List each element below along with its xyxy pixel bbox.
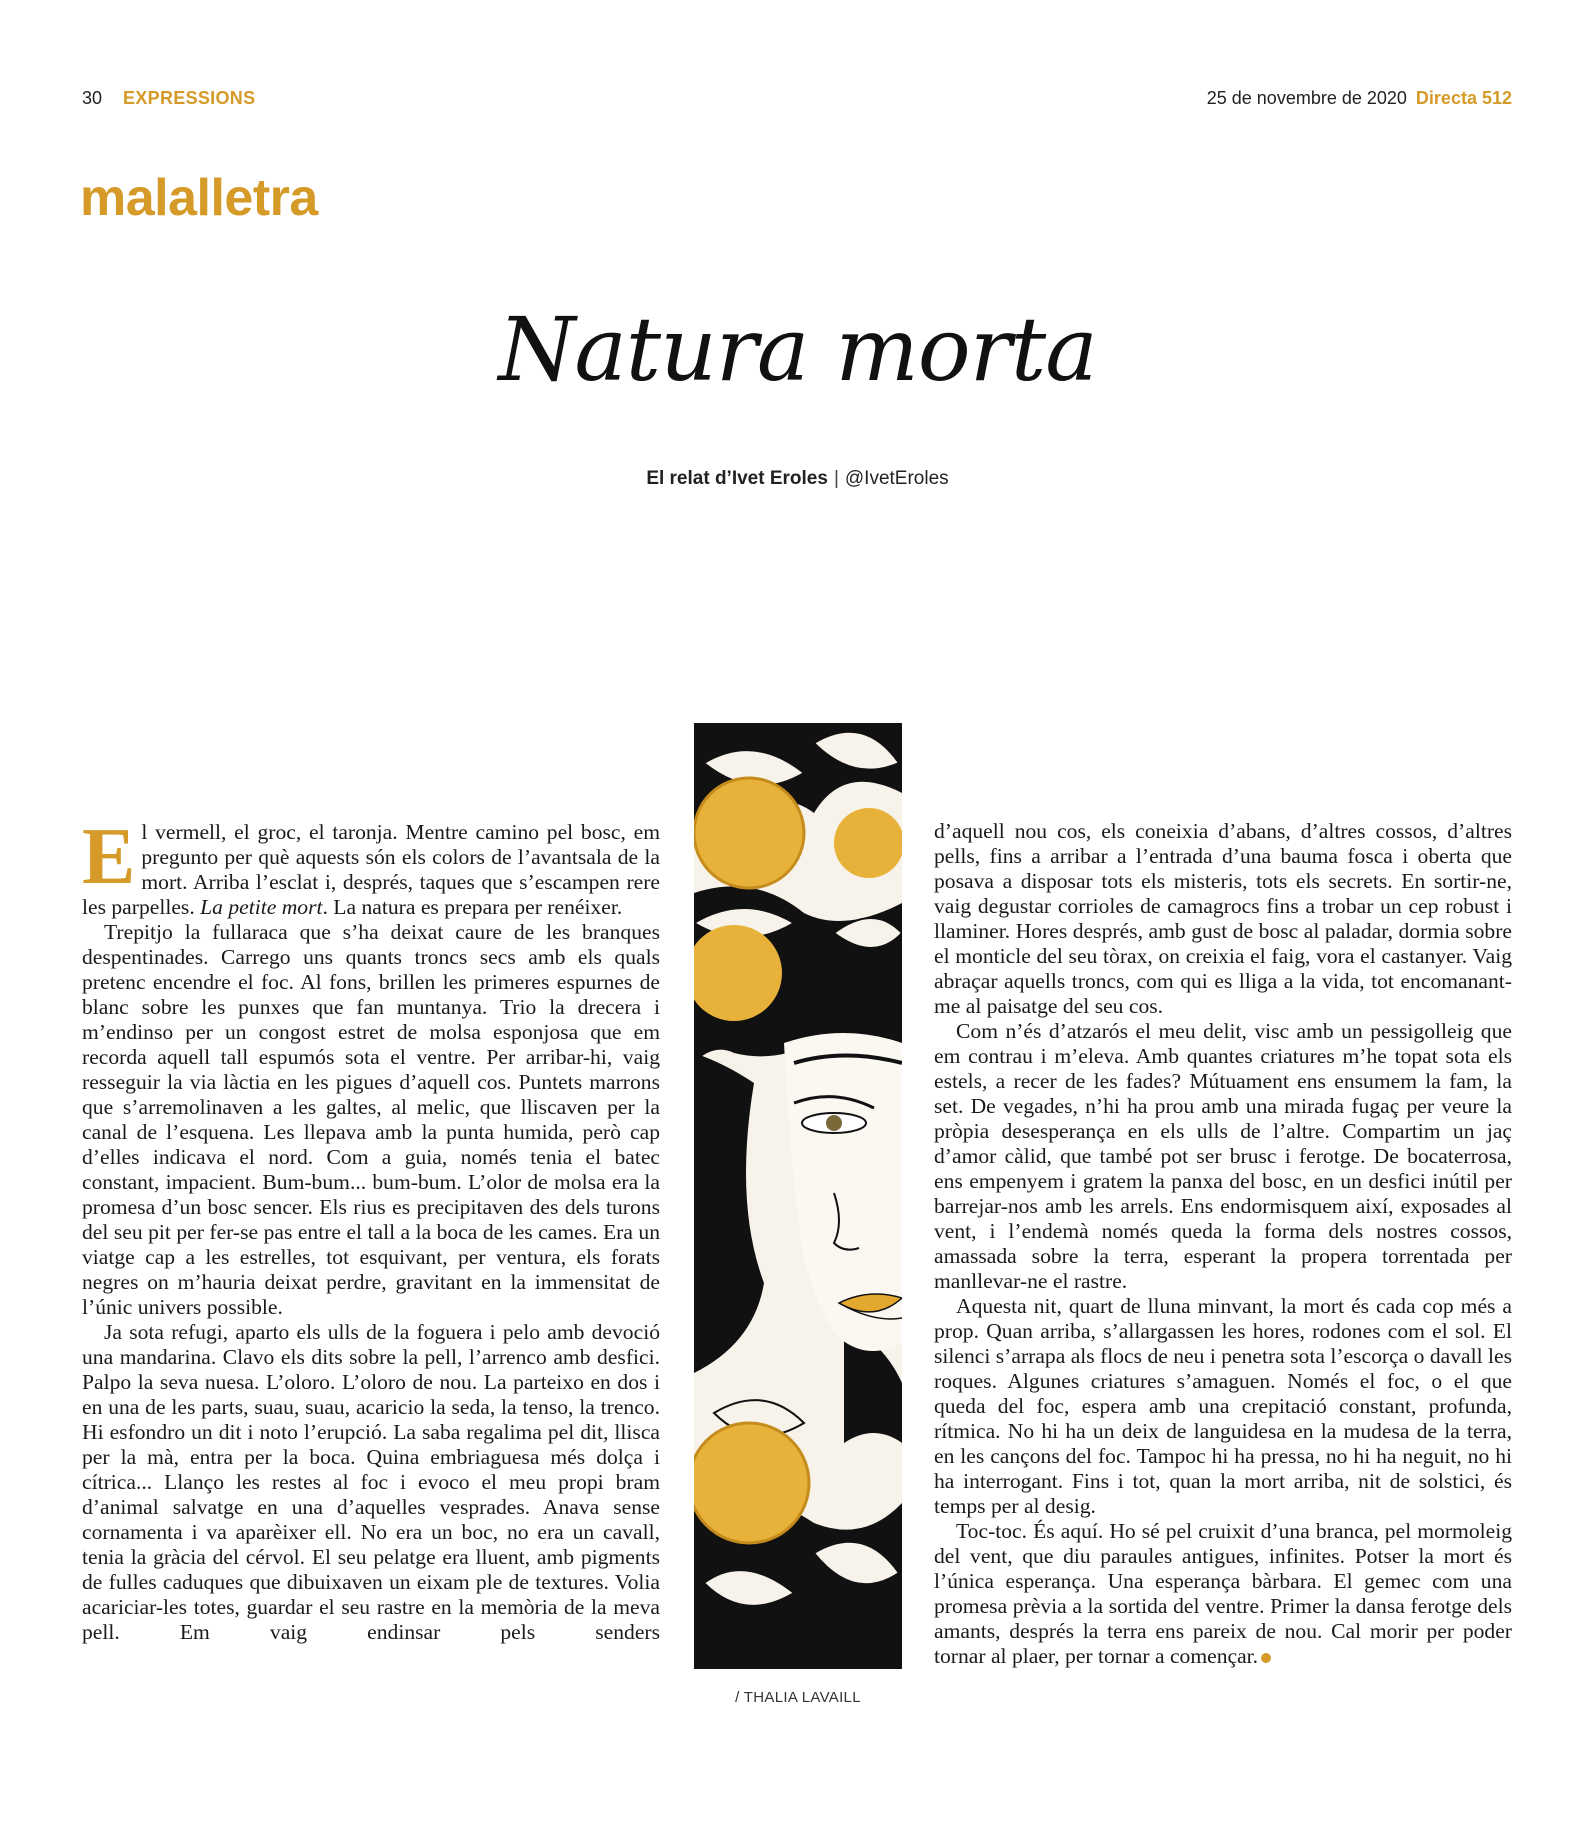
article-column-right bbox=[934, 819, 1512, 1669]
byline bbox=[0, 468, 1595, 490]
drop-cap: E bbox=[82, 813, 136, 901]
article-paragraph bbox=[934, 1519, 1512, 1669]
italic-phrase: La petite mort bbox=[200, 895, 323, 919]
article-title: Natura morta bbox=[498, 298, 1097, 401]
column-kicker: malalletra bbox=[80, 169, 318, 227]
byline-separator: | bbox=[833, 468, 839, 489]
article-paragraph: Trepitjo la fullaraca que s’ha deixat caure de les branques despentinades. Carrego uns quants troncs secs amb els quals pretenc encendre el foc. Al fons, brillen les primeres espurnes de blanc sobre les punxes que fan muntanya. Trio la drecera i m’endinso per un congost estret de molsa esponjosa que em recorda aquell tall espumós sota el ventre. Per arribar-hi, vaig resseguir la via làctia en les pigues d’aquell cos. Puntets marrons que s’arremolinaven a les galtes, al melic, que lliscaven per la canal de l’esquena. Les llepava amb la punta humida, però cap d’elles indicava el nord. Com a guia, només tenia el batec constant, impacient. Bum-bum... bum-bum. L’olor de molsa era la promesa d’un bosc sencer. Els rius es precipitaven des dels turons del seu pit per fer-se pas entre el tall a la boca de les cames. Era un viatge cap a les estrelles, tot esquivant, per ventura, els forats negres on m’hauria deixat perdre, gravitant en la immensitat de l’únic univers possible. bbox=[82, 920, 660, 1319]
paragraph-text: Toc-toc. És aquí. Ho sé pel cruixit d’una branca, pel mormoleig del vent, que diu paraules antigues, infinites. Potser la mort és l’única esperança. Una esperança bàrbara. El gemec com una promesa prèvia a la sortida del ventre. Primer la dansa ferotge dels amants, després la terra ens pareix de nou. Cal morir per poder tornar al plaer, per tornar a començar. bbox=[934, 1519, 1512, 1668]
byline-handle: @IvetEroles bbox=[844, 468, 949, 489]
issue-date: 25 de novembre de 2020 bbox=[1206, 88, 1407, 108]
paragraph-text: . La natura es prepara per renéixer. bbox=[322, 895, 623, 919]
article-paragraph: Ja sota refugi, aparto els ulls de la foguera i pelo amb devoció una mandarina. Clavo els dits sobre la pell, l’arrenco amb desfici. Palpo la seva nuesa. L’oloro. L’oloro de nou. La parteixo en dos i en una de les parts, suau, suau, acaricio la seda, la tenso, la trenco. Hi esfondro un dit i noto l’erupció. La saba regalima pel dit, llisca per la mà, entra per la boca. Quina embriaguesa més dolça i cítrica... Llanço les restes al foc i evoco el meu propi bram d’animal salvatge en una d’aquelles vesprades. Anava sense cornamenta i va aparèixer ell. No era un boc, no era un cavall, tenia la gràcia del cérvol. El seu pelatge era lluent, amb pigments de fulles caduques que dibuixaven un eixam ple de textures. Volia acariciar-les totes, guardar el seu rastre en la memòria de la meva pell. Em vaig endinsar pels senders bbox=[82, 1320, 660, 1644]
section-label: EXPRESSIONS bbox=[123, 88, 256, 108]
article-paragraph: Com n’és d’atzarós el meu delit, visc amb un pessigolleig que em contrau i m’eleva. Amb quantes criatures m’he topat sota els estels, a recer de les fades? Mútuament ens ensumem la fam, la set. De vegades, n’hi ha prou amb una mirada fugaç per veure la pròpia desesperança en els ulls de l’altre. Compartim un jaç d’amor càlid, que també pot ser brusc i ferotge. De bocaterrosa, ens empenyem i gratem la panxa del bosc, en un desfici inútil per barrejar-nos amb les arrels. Ens endormisquem així, exposades al vent, i l’endemà només queda la forma dels nostres cossos, amassada sobre la terra, esperant la propera torrentada per manllevar-ne el rastre. bbox=[934, 1019, 1512, 1293]
page-header-left bbox=[82, 88, 255, 109]
page-header-right bbox=[1207, 88, 1512, 109]
illustration bbox=[694, 723, 902, 1669]
paragraph-text: l vermell, el groc, el taronja. Mentre camino pel bosc, em pregunto per què aquests són els colors de l’avantsala de la mort. Arriba l’esclat i, després, taques que s’escampen rere les parpelles. bbox=[82, 820, 660, 919]
illustration-credit: / THALIA LAVAILL bbox=[735, 1689, 861, 1706]
article-paragraph bbox=[82, 813, 660, 920]
article-paragraph: d’aquell nou cos, els coneixia d’abans, d’altres cossos, d’altres pells, fins a arribar a l’entrada d’una bauma fosca i oberta que posava a disposar tots els misteris, tots els secrets. En sortir-ne, vaig degustar corrioles de camagrocs fins a trobar un cep robust i llaminer. Hores després, amb gust de bosc al paladar, dormia sobre el monticle del seu tòrax, on creixia el faig, vora el castanyer. Vaig abraçar aquells troncs, com qui es lliga a la vida, tot encomanant-me al paisatge del seu cos. bbox=[934, 819, 1512, 1018]
page-number: 30 bbox=[82, 88, 103, 108]
illustration-artwork bbox=[694, 723, 902, 1669]
end-of-article-dot-icon bbox=[1261, 1653, 1271, 1663]
byline-author: El relat d’Ivet Eroles bbox=[646, 468, 828, 489]
article-column-left bbox=[82, 813, 660, 1645]
publication-name: Directa 512 bbox=[1415, 88, 1512, 108]
article-paragraph: Aquesta nit, quart de lluna minvant, la mort és cada cop més a prop. Quan arriba, s’allargassen les hores, rodones com el sol. El silenci s’arrapa als flocs de neu i penetra sota l’escorça o davall les roques. Algunes criatures s’amaguen. Només el foc, o el que queda del foc, espera amb una crepitació constant, profunda, rítmica. No hi ha un deix de languidesa en la mudesa de la terra, en les cançons del foc. Tampoc hi ha pressa, no hi ha neguit, no hi ha interrogant. Fins i tot, quan la mort arriba, nit de solstici, és temps per al desig. bbox=[934, 1294, 1512, 1518]
